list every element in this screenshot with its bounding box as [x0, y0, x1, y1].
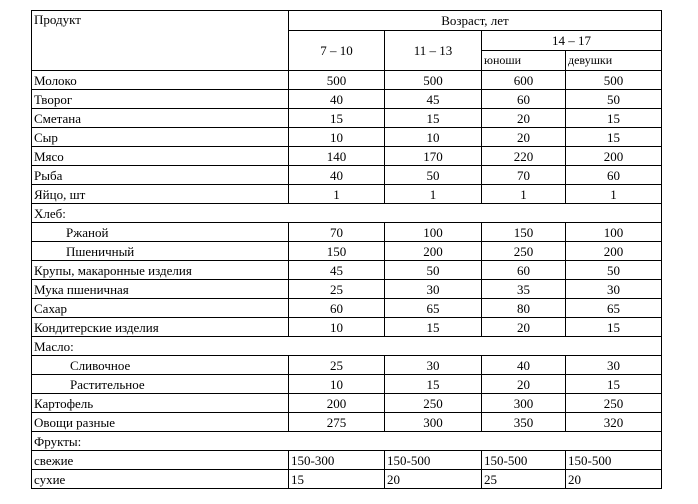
cell: 20: [385, 470, 482, 489]
cell: 150-500: [482, 451, 566, 470]
row-label: свежие: [32, 451, 289, 470]
table-row: [32, 166, 662, 185]
table-row: [32, 299, 662, 318]
table-row: [32, 280, 662, 299]
cell: 50: [385, 166, 482, 185]
cell: 50: [566, 90, 662, 109]
cell: 250: [482, 242, 566, 261]
cell: 1: [385, 185, 482, 204]
cell: 30: [385, 356, 482, 375]
row-label: Крупы, макаронные изделия: [32, 261, 289, 280]
row-label: Сыр: [32, 128, 289, 147]
cell: 20: [482, 128, 566, 147]
row-label: Пшеничный: [32, 242, 289, 261]
table-row: [32, 394, 662, 413]
row-label: Растительное: [32, 375, 289, 394]
table-row: [32, 470, 662, 489]
cell: 70: [482, 166, 566, 185]
cell: 50: [566, 261, 662, 280]
cell: 15: [385, 109, 482, 128]
cell: 20: [482, 375, 566, 394]
cell: 25: [289, 280, 385, 299]
cell: 45: [289, 261, 385, 280]
cell: 150-500: [385, 451, 482, 470]
cell: 20: [482, 109, 566, 128]
table-row: [32, 147, 662, 166]
cell: 200: [385, 242, 482, 261]
cell: 60: [566, 166, 662, 185]
cell: 300: [482, 394, 566, 413]
cell: 1: [289, 185, 385, 204]
cell: 350: [482, 413, 566, 432]
section-label-oil: Масло:: [32, 337, 662, 356]
cell: 45: [385, 90, 482, 109]
cell: 250: [385, 394, 482, 413]
cell: 20: [482, 318, 566, 337]
cell: 40: [482, 356, 566, 375]
cell: 10: [289, 375, 385, 394]
row-label: Кондитерские изделия: [32, 318, 289, 337]
cell: 10: [289, 128, 385, 147]
cell: 500: [385, 71, 482, 90]
cell: 1: [482, 185, 566, 204]
cell: 220: [482, 147, 566, 166]
cell: 15: [566, 318, 662, 337]
cell: 15: [289, 109, 385, 128]
row-label: Рыба: [32, 166, 289, 185]
cell: 15: [566, 109, 662, 128]
header-row: [32, 11, 662, 31]
cell: 60: [482, 90, 566, 109]
row-label: сухие: [32, 470, 289, 489]
table-row: [32, 261, 662, 280]
cell: 275: [289, 413, 385, 432]
cell: 65: [385, 299, 482, 318]
age-group-11-13: 11 – 13: [385, 31, 482, 71]
cell: 500: [566, 71, 662, 90]
cell: 40: [289, 166, 385, 185]
cell: 40: [289, 90, 385, 109]
cell: 30: [566, 356, 662, 375]
subgroup-girls: девушки: [566, 51, 662, 71]
product-header: Продукт: [32, 11, 289, 71]
table-row: [32, 451, 662, 470]
cell: 200: [566, 147, 662, 166]
table-row: [32, 109, 662, 128]
cell: 10: [289, 318, 385, 337]
cell: 70: [289, 223, 385, 242]
section-label-fruits: Фрукты:: [32, 432, 662, 451]
row-label: Сахар: [32, 299, 289, 318]
table-row: [32, 242, 662, 261]
age-group-7-10: 7 – 10: [289, 31, 385, 71]
cell: 600: [482, 71, 566, 90]
cell: 1: [566, 185, 662, 204]
cell: 10: [385, 128, 482, 147]
table-row: [32, 223, 662, 242]
section-row: [32, 204, 662, 223]
cell: 35: [482, 280, 566, 299]
row-label: Сливочное: [32, 356, 289, 375]
cell: 30: [566, 280, 662, 299]
cell: 300: [385, 413, 482, 432]
section-row: [32, 432, 662, 451]
table-row: [32, 71, 662, 90]
cell: 20: [566, 470, 662, 489]
age-group-14-17: 14 – 17: [482, 31, 662, 51]
table-row: [32, 90, 662, 109]
cell: 320: [566, 413, 662, 432]
cell: 150: [289, 242, 385, 261]
row-label: Овощи разные: [32, 413, 289, 432]
row-label: Творог: [32, 90, 289, 109]
cell: 60: [289, 299, 385, 318]
cell: 15: [385, 318, 482, 337]
row-label: Яйцо, шт: [32, 185, 289, 204]
cell: 15: [566, 375, 662, 394]
section-row: [32, 337, 662, 356]
cell: 50: [385, 261, 482, 280]
cell: 15: [566, 128, 662, 147]
row-label: Молоко: [32, 71, 289, 90]
table-row: [32, 375, 662, 394]
cell: 200: [566, 242, 662, 261]
table-row: [32, 128, 662, 147]
cell: 25: [482, 470, 566, 489]
cell: 200: [289, 394, 385, 413]
cell: 500: [289, 71, 385, 90]
row-label: Мясо: [32, 147, 289, 166]
table-row: [32, 318, 662, 337]
cell: 170: [385, 147, 482, 166]
cell: 100: [385, 223, 482, 242]
cell: 30: [385, 280, 482, 299]
subgroup-boys: юноши: [482, 51, 566, 71]
cell: 15: [385, 375, 482, 394]
table-row: [32, 356, 662, 375]
row-label: Ржаной: [32, 223, 289, 242]
table-row: [32, 185, 662, 204]
cell: 150-300: [289, 451, 385, 470]
row-label: Сметана: [32, 109, 289, 128]
cell: 65: [566, 299, 662, 318]
cell: 60: [482, 261, 566, 280]
row-label: Картофель: [32, 394, 289, 413]
cell: 80: [482, 299, 566, 318]
nutrition-norms-table: [31, 10, 662, 489]
cell: 100: [566, 223, 662, 242]
cell: 25: [289, 356, 385, 375]
age-header: Возраст, лет: [289, 11, 662, 31]
cell: 250: [566, 394, 662, 413]
cell: 140: [289, 147, 385, 166]
table-row: [32, 413, 662, 432]
cell: 150: [482, 223, 566, 242]
cell: 15: [289, 470, 385, 489]
row-label: Мука пшеничная: [32, 280, 289, 299]
cell: 150-500: [566, 451, 662, 470]
section-label-bread: Хлеб:: [32, 204, 662, 223]
